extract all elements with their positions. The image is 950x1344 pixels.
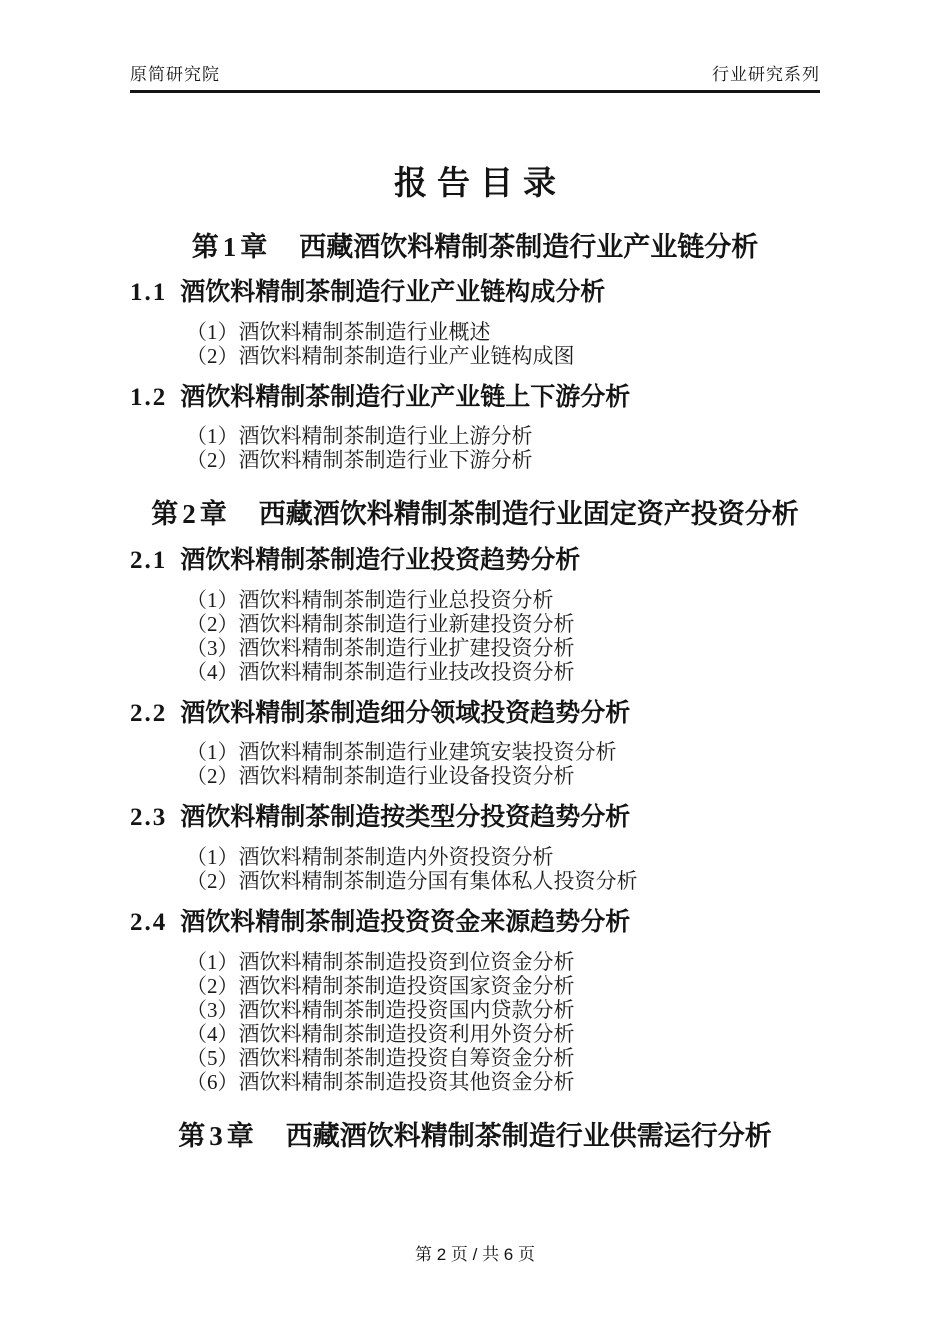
page-number-footer: 第 2 页 / 共 6 页: [415, 1245, 535, 1264]
chapter-heading-2: [130, 498, 820, 530]
section-heading-1-1: [130, 279, 820, 308]
section-number: 2.4: [130, 909, 168, 937]
toc-item: （6）酒饮料精制茶制造投资其他资金分析: [186, 1069, 575, 1094]
section-title: 酒饮料精制茶制造行业产业链上下游分析: [180, 383, 631, 411]
section-number: 2.3: [130, 804, 168, 832]
toc-item: （2）酒饮料精制茶制造行业设备投资分析: [186, 764, 575, 789]
toc-item: （1）酒饮料精制茶制造行业概述: [186, 319, 491, 344]
section-title: 酒饮料精制茶制造细分领域投资趋势分析: [180, 699, 631, 727]
page-header: [130, 64, 820, 93]
section-number: 2.1: [130, 546, 168, 574]
toc-item: （2）酒饮料精制茶制造行业下游分析: [186, 448, 533, 473]
chapter-heading-1: [130, 231, 820, 263]
toc-item: （2）酒饮料精制茶制造行业产业链构成图: [186, 343, 575, 368]
toc-item: （2）酒饮料精制茶制造分国有集体私人投资分析: [186, 869, 638, 894]
series-name: 行业研究系列: [712, 65, 820, 84]
toc-item: （1）酒饮料精制茶制造行业上游分析: [186, 424, 533, 449]
chapter-title: 西藏酒饮料精制茶制造行业产业链分析: [299, 231, 759, 262]
toc-item: （3）酒饮料精制茶制造行业扩建投资分析: [186, 635, 575, 660]
toc-item: （4）酒饮料精制茶制造行业技改投资分析: [186, 659, 575, 684]
chapter-heading-3: [130, 1120, 820, 1152]
chapter-label: 第1章: [191, 231, 272, 262]
toc-item: （5）酒饮料精制茶制造投资自筹资金分析: [186, 1045, 575, 1070]
chapter-title: 西藏酒饮料精制茶制造行业固定资产投资分析: [258, 499, 799, 530]
report-toc-title: 报告目录: [394, 166, 566, 202]
chapter-label: 第2章: [151, 499, 231, 530]
toc: [130, 231, 820, 1153]
toc-item: （1）酒饮料精制茶制造投资到位资金分析: [186, 949, 575, 974]
section-number: 2.2: [130, 699, 168, 727]
toc-item: （4）酒饮料精制茶制造投资利用外资分析: [186, 1021, 575, 1046]
chapter-title: 西藏酒饮料精制茶制造行业供需运行分析: [285, 1120, 772, 1151]
section-heading-2-4: [130, 909, 820, 938]
section-title: 酒饮料精制茶制造按类型分投资趋势分析: [180, 804, 631, 832]
section-title: 酒饮料精制茶制造投资资金来源趋势分析: [180, 909, 631, 937]
section-heading-2-3: [130, 804, 820, 833]
toc-item: （3）酒饮料精制茶制造投资国内贷款分析: [186, 997, 575, 1022]
section-title: 酒饮料精制茶制造行业投资趋势分析: [180, 546, 581, 574]
section-number: 1.2: [130, 383, 168, 411]
toc-item: （1）酒饮料精制茶制造内外资投资分析: [186, 845, 554, 870]
toc-item: （2）酒饮料精制茶制造行业新建投资分析: [186, 611, 575, 636]
chapter-label: 第3章: [178, 1120, 258, 1151]
section-heading-1-2: [130, 384, 820, 413]
section-title: 酒饮料精制茶制造行业产业链构成分析: [180, 278, 606, 306]
section-heading-2-2: [130, 700, 820, 729]
section-number: 1.1: [130, 278, 168, 306]
publisher-name: 原简研究院: [130, 65, 220, 84]
toc-item: （1）酒饮料精制茶制造行业建筑安装投资分析: [186, 740, 617, 765]
toc-item: （2）酒饮料精制茶制造投资国家资金分析: [186, 973, 575, 998]
section-heading-2-1: [130, 547, 820, 576]
toc-item: （1）酒饮料精制茶制造行业总投资分析: [186, 587, 554, 612]
